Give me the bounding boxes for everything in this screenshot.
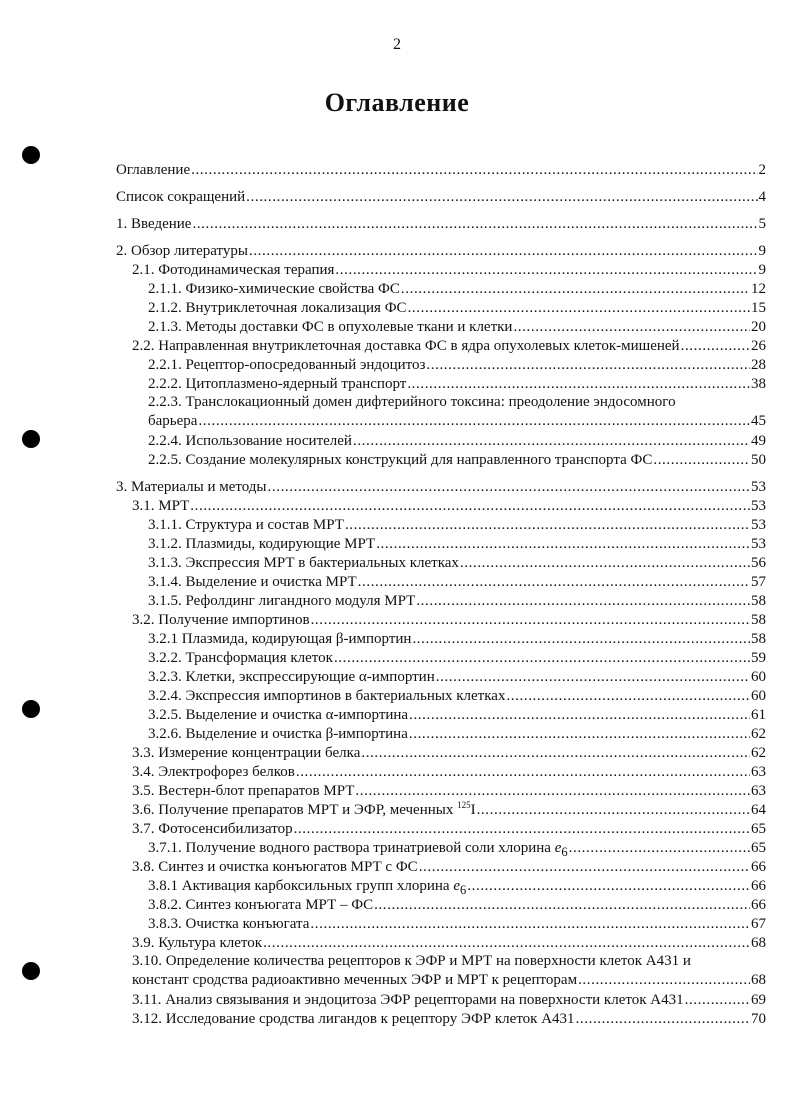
leader-dots	[409, 724, 750, 744]
toc-entry-label: 3.11. Анализ связывания и эндоцитоза ЭФР рецепторами на поверхности клеток А431	[132, 992, 684, 1008]
toc-entry-label: 3.3. Измерение концентрации белка	[132, 745, 361, 761]
toc-entry-page: 63	[751, 783, 766, 799]
toc-entry[interactable]	[148, 591, 766, 611]
leader-dots	[460, 553, 750, 573]
leader-dots	[578, 971, 750, 990]
toc-entry-label: 3.1.2. Плазмиды, кодирующие МРТ	[148, 536, 376, 552]
toc-entry[interactable]	[148, 686, 766, 706]
leader-dots	[426, 355, 750, 375]
toc-entry[interactable]	[132, 336, 766, 356]
toc-entry-page: 26	[751, 338, 766, 354]
toc-entry-label: Список сокращений	[116, 189, 246, 205]
leader-dots	[408, 298, 750, 318]
toc-entry[interactable]	[132, 990, 766, 1010]
toc-entry[interactable]	[116, 187, 766, 207]
leader-dots	[374, 895, 750, 915]
leader-dots	[477, 800, 750, 820]
toc-entry-label-cont: барьера	[148, 413, 198, 429]
toc-entry-label: 3.7. Фотосенсибилизатор	[132, 821, 293, 837]
toc-entry[interactable]	[132, 743, 766, 763]
toc-entry-page: 58	[751, 593, 766, 609]
page-title: Оглавление	[324, 88, 470, 117]
toc-entry[interactable]	[148, 876, 766, 896]
toc-entry-label: 3.1.1. Структура и состав МРТ	[148, 517, 344, 533]
leader-dots	[246, 187, 757, 207]
toc-entry-page: 58	[751, 612, 766, 628]
toc-entry[interactable]	[148, 431, 766, 451]
toc-entry-page: 61	[751, 707, 766, 723]
leader-dots	[685, 990, 750, 1010]
toc-entry-label: 3.2.6. Выделение и очистка β-импортина	[148, 726, 408, 742]
toc-entry[interactable]	[132, 610, 766, 630]
toc-entry[interactable]	[116, 241, 766, 261]
toc-entry-label: 3.2.2. Трансформация клеток	[148, 650, 333, 666]
toc-entry[interactable]	[148, 705, 766, 725]
toc-entry[interactable]	[148, 450, 766, 470]
leader-dots	[436, 667, 750, 687]
toc-entry-page: 60	[751, 669, 766, 685]
leader-dots	[249, 241, 758, 261]
toc-entry-label: 3.8.2. Синтез конъюгата МРТ – ФС	[148, 897, 374, 913]
toc-entry-page: 15	[751, 300, 766, 316]
toc-entry[interactable]	[148, 572, 766, 592]
toc-entry[interactable]	[132, 260, 766, 280]
toc-entry[interactable]	[132, 857, 766, 877]
punch-hole-2	[22, 430, 40, 448]
toc-entry-page: 60	[751, 688, 766, 704]
punch-hole-1	[22, 146, 40, 164]
leader-dots	[311, 610, 750, 630]
toc-entry[interactable]	[132, 781, 766, 801]
toc-entry-page: 53	[751, 498, 766, 514]
toc-entry-label: 3.8.1 Активация карбоксильных групп хлорина $e_6$	[148, 878, 467, 897]
toc-entry-label: 3.2. Получение импортинов	[132, 612, 310, 628]
toc-entry-page: 12	[751, 281, 766, 297]
toc-entry-label: 3.9. Культура клеток	[132, 935, 263, 951]
toc-entry-page: 62	[751, 745, 766, 761]
toc-entry-page: 2	[758, 162, 766, 178]
toc-entry-page: 58	[751, 631, 766, 647]
toc-entry-label: 3.1. МРТ	[132, 498, 190, 514]
leader-dots	[358, 572, 750, 592]
toc-entry[interactable]	[148, 534, 766, 554]
toc-entry-page: 53	[751, 479, 766, 495]
toc-entry-label: 3.8. Синтез и очистка конъюгатов МРТ с ФС	[132, 859, 418, 875]
leader-dots	[192, 214, 757, 234]
leader-dots	[506, 686, 750, 706]
toc-entry-label: 2.1.2. Внутриклеточная локализация ФС	[148, 300, 407, 316]
toc-entry-label: 3.2.1 Плазмида, кодирующая β-импортин	[148, 631, 412, 647]
toc-entry-label: 3.7.1. Получение водного раствора тринатриевой соли хлорина $e_6$	[148, 840, 568, 859]
leader-dots	[345, 515, 750, 535]
toc-entry-label-cont: констант сродства радиоактивно меченных ЭФР и МРТ к рецепторам	[132, 972, 578, 988]
toc-entry-page: 57	[751, 574, 766, 590]
toc-entry-label: 2.1. Фотодинамическая терапия	[132, 262, 335, 278]
leader-dots	[412, 629, 750, 649]
toc-entry[interactable]	[148, 648, 766, 668]
toc-entry-page: 38	[751, 376, 766, 392]
toc-entry-page: 4	[758, 189, 766, 205]
toc-entry-label: 2.1.3. Методы доставки ФС в опухолевые ткани и клетки	[148, 319, 513, 335]
leader-dots	[198, 412, 750, 431]
toc-entry-label: 3.1.5. Рефолдинг лигандного модуля МРТ	[148, 593, 416, 609]
leader-dots	[407, 374, 750, 394]
toc-entry[interactable]	[116, 214, 766, 234]
punch-hole-3	[22, 700, 40, 718]
toc-entry[interactable]	[148, 914, 766, 934]
leader-dots	[467, 876, 750, 896]
toc-entry[interactable]	[148, 298, 766, 318]
toc-entry[interactable]	[132, 819, 766, 839]
toc-entry-label: 3. Материалы и методы	[116, 479, 267, 495]
toc-entry-label: 3.4. Электрофорез белков	[132, 764, 295, 780]
leader-dots	[419, 857, 750, 877]
toc-entry-label: 2.2.1. Рецептор-опосредованный эндоцитоз	[148, 357, 426, 373]
toc-entry[interactable]	[132, 933, 766, 953]
toc-entry[interactable]	[148, 724, 766, 744]
toc-entry-page: 5	[758, 216, 766, 232]
leader-dots	[310, 914, 750, 934]
toc-entry[interactable]	[148, 629, 766, 649]
toc-entry[interactable]	[148, 374, 766, 394]
toc-entry-label: 3.1.4. Выделение и очистка МРТ	[148, 574, 357, 590]
toc-entry-page: 68	[751, 935, 766, 951]
toc-entry[interactable]	[148, 317, 766, 337]
toc-entry-page: 53	[751, 536, 766, 552]
toc-entry[interactable]	[148, 553, 766, 573]
toc-entry-label: 2.2.3. Транслокационный домен дифтерийного токсина: преодоление эндосомного	[148, 394, 676, 410]
toc-entry-label: 2.2. Направленная внутриклеточная доставка ФС в ядра опухолевых клеток-мишеней	[132, 338, 680, 354]
leader-dots	[401, 279, 750, 299]
leader-dots	[376, 534, 750, 554]
toc-entry-label: 1. Введение	[116, 216, 192, 232]
leader-dots	[361, 743, 750, 763]
toc-entry-label: 3.12. Исследование сродства лигандов к рецептору ЭФР клеток А431	[132, 1011, 575, 1027]
toc-entry-page: 64	[751, 802, 766, 818]
toc-entry[interactable]	[132, 762, 766, 782]
leader-dots	[268, 477, 750, 497]
leader-dots	[191, 160, 757, 180]
toc-entry[interactable]	[116, 160, 766, 180]
toc-entry-label: 3.2.5. Выделение и очистка α-импортина	[148, 707, 409, 723]
toc-entry[interactable]	[132, 496, 766, 516]
leader-dots	[294, 819, 750, 839]
leader-dots	[681, 336, 750, 356]
leader-dots	[335, 260, 757, 280]
toc-entry-page: 63	[751, 764, 766, 780]
toc-entry-page: 56	[751, 555, 766, 571]
toc-entry-page: 28	[751, 357, 766, 373]
toc-entry-label: 2.2.4. Использование носителей	[148, 433, 352, 449]
toc-entry[interactable]	[116, 477, 766, 497]
toc-entry[interactable]	[132, 952, 766, 990]
leader-dots	[569, 838, 750, 858]
leader-dots	[190, 496, 750, 516]
toc-entry-label: 2.2.5. Создание молекулярных конструкций для направленного транспорта ФС	[148, 452, 653, 468]
leader-dots	[263, 933, 750, 953]
toc-entry-page: 20	[751, 319, 766, 335]
toc-entry-page: 59	[751, 650, 766, 666]
leader-dots	[296, 762, 750, 782]
toc-entry-label: 3.2.3. Клетки, экспрессирующие α-импортин	[148, 669, 435, 685]
toc-entry-label: 2. Обзор литературы	[116, 243, 248, 259]
toc-entry-page: 9	[758, 262, 766, 278]
toc-entry-page: 65	[751, 840, 766, 856]
leader-dots	[355, 781, 750, 801]
toc-entry-label: 3.8.3. Очистка конъюгата	[148, 916, 310, 932]
page-number: 2	[393, 36, 401, 53]
toc-entry-label: 3.5. Вестерн-блот препаратов МРТ	[132, 783, 355, 799]
toc-entry-label: 3.10. Определение количества рецепторов к ЭФР и МРТ на поверхности клеток А431 и	[132, 953, 691, 969]
toc-entry-page: 66	[751, 878, 766, 894]
leader-dots	[353, 431, 750, 451]
toc-entry-label: 2.1.1. Физико-химические свойства ФС	[148, 281, 400, 297]
punch-hole-4	[22, 962, 40, 980]
toc-entry-page: 70	[751, 1011, 766, 1027]
toc-entry-page: 65	[751, 821, 766, 837]
toc-entry[interactable]	[148, 355, 766, 375]
toc-entry-page: 66	[751, 859, 766, 875]
toc-entry-page: 9	[758, 243, 766, 259]
leader-dots	[334, 648, 750, 668]
toc-entry-page: 49	[751, 433, 766, 449]
toc-entry-page: 67	[751, 916, 766, 932]
toc-entry-page: 53	[751, 517, 766, 533]
toc-entry-label: 3.1.3. Экспрессия МРТ в бактериальных клетках	[148, 555, 459, 571]
toc-entry[interactable]	[148, 279, 766, 299]
toc-entry[interactable]	[148, 838, 766, 858]
toc-entry[interactable]	[148, 895, 766, 915]
toc-entry-page: 62	[751, 726, 766, 742]
toc-entry-page: 50	[751, 452, 766, 468]
toc-entry-page: 45	[751, 413, 766, 429]
toc-entry-label: 3.2.4. Экспрессия импортинов в бактериальных клетках	[148, 688, 506, 704]
toc-entry-label: 2.2.2. Цитоплазмено-ядерный транспорт	[148, 376, 407, 392]
toc-entry[interactable]	[132, 800, 766, 820]
leader-dots	[576, 1009, 750, 1029]
toc-entry-page: 68	[751, 972, 766, 988]
toc-entry-page: 66	[751, 897, 766, 913]
toc-entry[interactable]	[132, 1009, 766, 1029]
leader-dots	[409, 705, 750, 725]
toc-entry[interactable]	[148, 393, 766, 431]
leader-dots	[513, 317, 750, 337]
toc-entry-label: 3.6. Получение препаратов МРТ и ЭФР, меченных $^{125}$I	[132, 800, 476, 818]
toc-entry[interactable]	[148, 515, 766, 535]
leader-dots	[416, 591, 750, 611]
toc-entry[interactable]	[148, 667, 766, 687]
toc-entry-label: Оглавление	[116, 162, 191, 178]
toc-entry-page: 69	[751, 992, 766, 1008]
leader-dots	[653, 450, 750, 470]
